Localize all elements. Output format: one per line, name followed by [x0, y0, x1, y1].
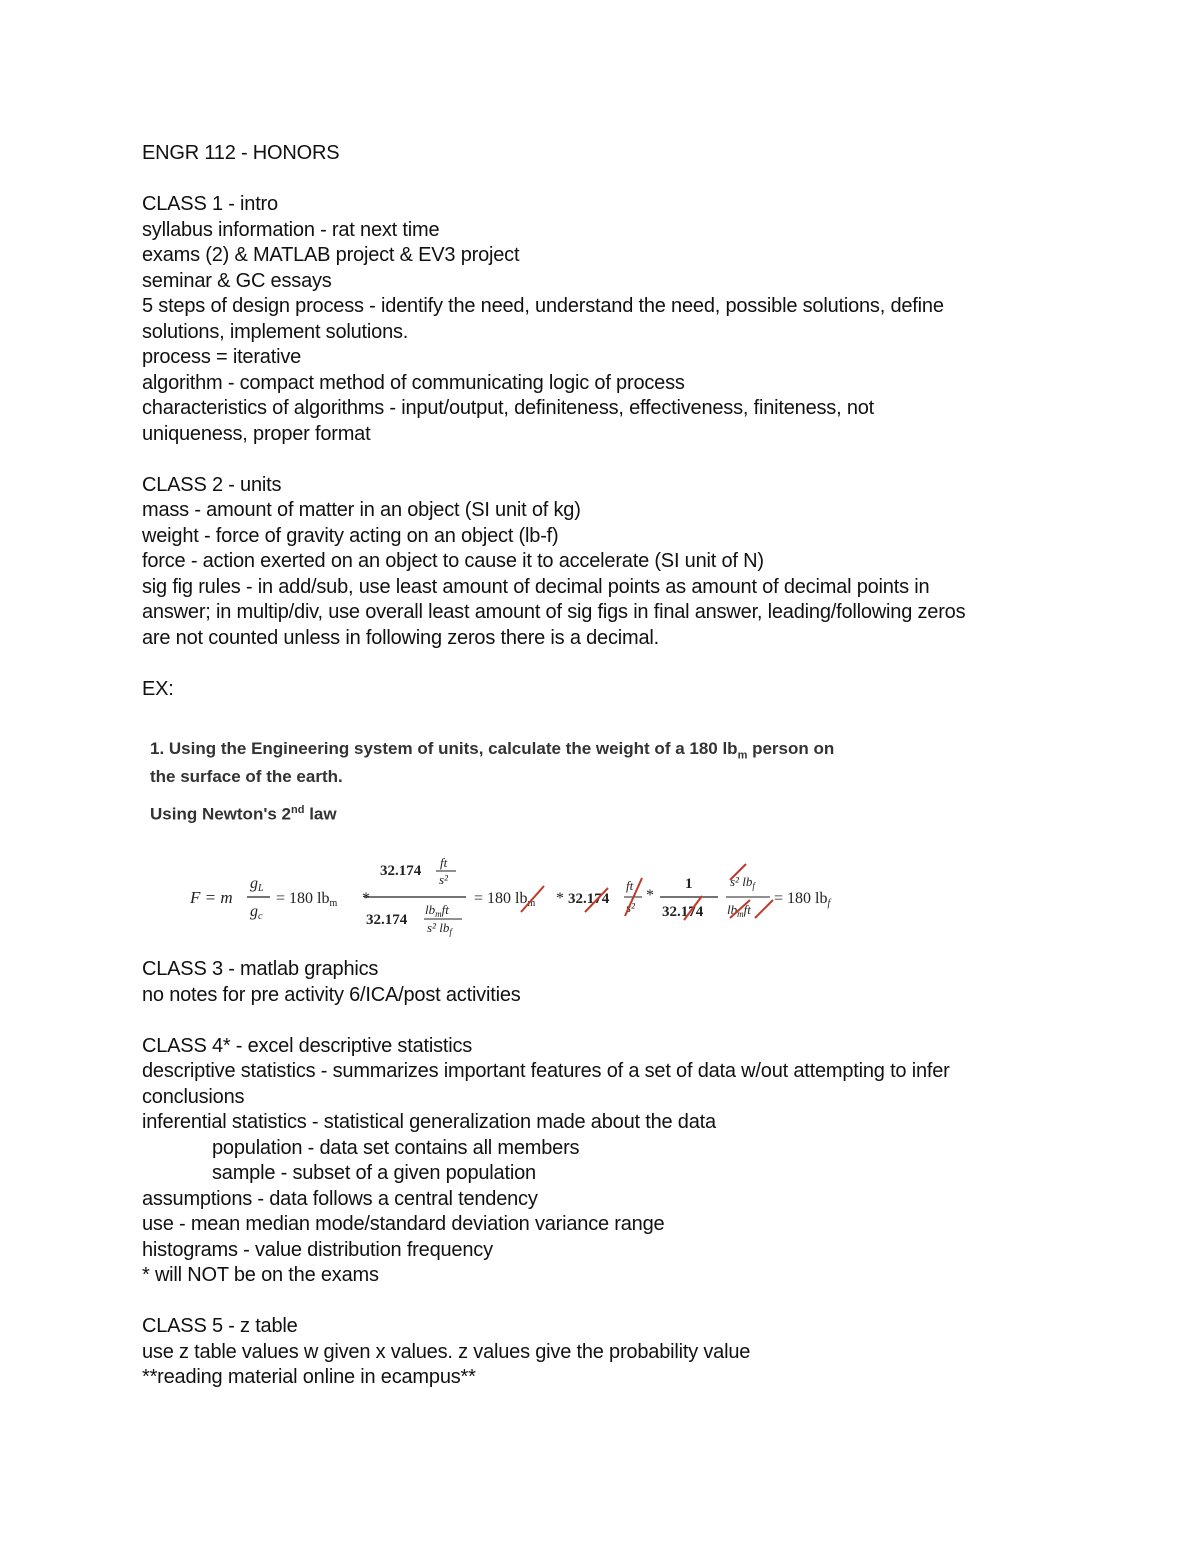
notes-block-2 — [142, 957, 1102, 1391]
spacer — [142, 1008, 1102, 1034]
eq-numerator-value: 32.174 — [380, 863, 422, 879]
note-line: sample - subset of a given population — [212, 1162, 536, 1184]
note-line: descriptive statistics - summarizes important features of a set of data w/out attempting to infer — [142, 1060, 950, 1082]
note-line: force - action exerted on an object to cause it to accelerate (SI unit of N) — [142, 550, 764, 572]
note-line: syllabus information - rat next time — [142, 218, 440, 241]
newton-equation — [190, 850, 890, 940]
note-line: * will NOT be on the exams — [142, 1264, 379, 1286]
spacer — [142, 447, 1102, 473]
note-line: **reading material online in ecampus** — [142, 1366, 476, 1388]
note-line: sig fig rules - in add/sub, use least amount of decimal points as amount of decimal points in — [142, 575, 930, 598]
note-line: weight - force of gravity acting on an object (lb-f) — [142, 524, 559, 547]
eq-dot-1: * — [556, 890, 564, 907]
note-line: CLASS 3 - matlab graphics — [142, 958, 379, 980]
note-line: inferential statistics - statistical generalization made about the data — [142, 1111, 716, 1133]
note-line: CLASS 5 - z table — [142, 1315, 298, 1337]
eq-180-lbm: = 180 lbm — [276, 890, 338, 909]
example-figure — [150, 738, 910, 938]
eq-ft: ft — [440, 855, 448, 870]
note-line: uniqueness, proper format — [142, 422, 371, 445]
eq-s2-struck: s² — [626, 900, 635, 915]
note-line: histograms - value distribution frequency — [142, 1238, 493, 1261]
eq-gc: gc — [250, 903, 263, 922]
note-line: answer; in multip/div, use overall least amount of sig figs in final answer, leading/following zeros — [142, 601, 966, 623]
note-line: population - data set contains all members — [212, 1136, 580, 1159]
document-title-block — [142, 141, 1102, 192]
spacer — [142, 651, 1102, 677]
eq-denominator-value: 32.174 — [366, 912, 408, 928]
note-line: CLASS 1 - intro — [142, 193, 278, 215]
note-line: use z table values w given x values. z values give the probability value — [142, 1340, 751, 1363]
note-line: CLASS 2 - units — [142, 473, 282, 496]
example-heading: Using Newton's 2nd law — [150, 804, 337, 824]
eq-gl: gL — [250, 875, 264, 894]
example-question: 1. Using the Engineering system of units, calculate the weight of a 180 $lb_m$ person on the surface of the earth. — [150, 739, 835, 787]
eq-ft-struck: ft — [626, 878, 634, 893]
note-line: mass - amount of matter in an object (SI unit of kg) — [142, 499, 581, 521]
eq-times: * — [362, 890, 370, 907]
note-line: use - mean median mode/standard deviation variance range — [142, 1213, 665, 1235]
note-line: EX: — [142, 677, 174, 700]
eq-s2-lbf-2: s² $lb_f$ — [730, 874, 755, 891]
spacer — [142, 167, 1102, 193]
note-line: are not counted unless in following zeros there is a decimal. — [142, 626, 659, 649]
spacer — [142, 1289, 1102, 1315]
eq-s2-lbf: s² $lb_f$ — [427, 920, 452, 937]
eq-result: = 180 lbf — [774, 890, 831, 909]
eq-s2: s² — [439, 872, 448, 887]
note-line: CLASS 4* - excel descriptive statistics — [142, 1034, 473, 1057]
note-line: exams (2) & MATLAB project & EV3 project — [142, 244, 520, 266]
eq-32-denominator: 32.174 — [662, 904, 704, 920]
note-line: conclusions — [142, 1085, 245, 1108]
note-line: process = iterative — [142, 346, 302, 368]
document-title: ENGR 112 - HONORS — [142, 142, 340, 164]
note-line: assumptions - data follows a central tendency — [142, 1187, 538, 1210]
note-line: solutions, implement solutions. — [142, 320, 409, 343]
note-line: algorithm - compact method of communicating logic of process — [142, 371, 685, 394]
eq-180-lbm-struck: = 180 lbm — [474, 890, 536, 909]
eq-force: F = m — [190, 888, 233, 907]
eq-32-struck: 32.174 — [568, 891, 610, 907]
eq-lbm-ft-2: $lb_mft$ — [727, 902, 751, 919]
note-line: seminar & GC essays — [142, 269, 332, 292]
note-line: characteristics of algorithms - input/output, definiteness, effectiveness, finiteness, not — [142, 397, 875, 419]
note-line: no notes for pre activity 6/ICA/post activities — [142, 983, 521, 1006]
note-line: 5 steps of design process - identify the need, understand the need, possible solutions, define — [142, 295, 944, 317]
eq-dot-2: * — [646, 887, 654, 904]
eq-one: 1 — [685, 876, 693, 892]
notes-block-1 — [142, 192, 1102, 702]
eq-lbm-ft: $lb_mft$ — [425, 902, 449, 919]
